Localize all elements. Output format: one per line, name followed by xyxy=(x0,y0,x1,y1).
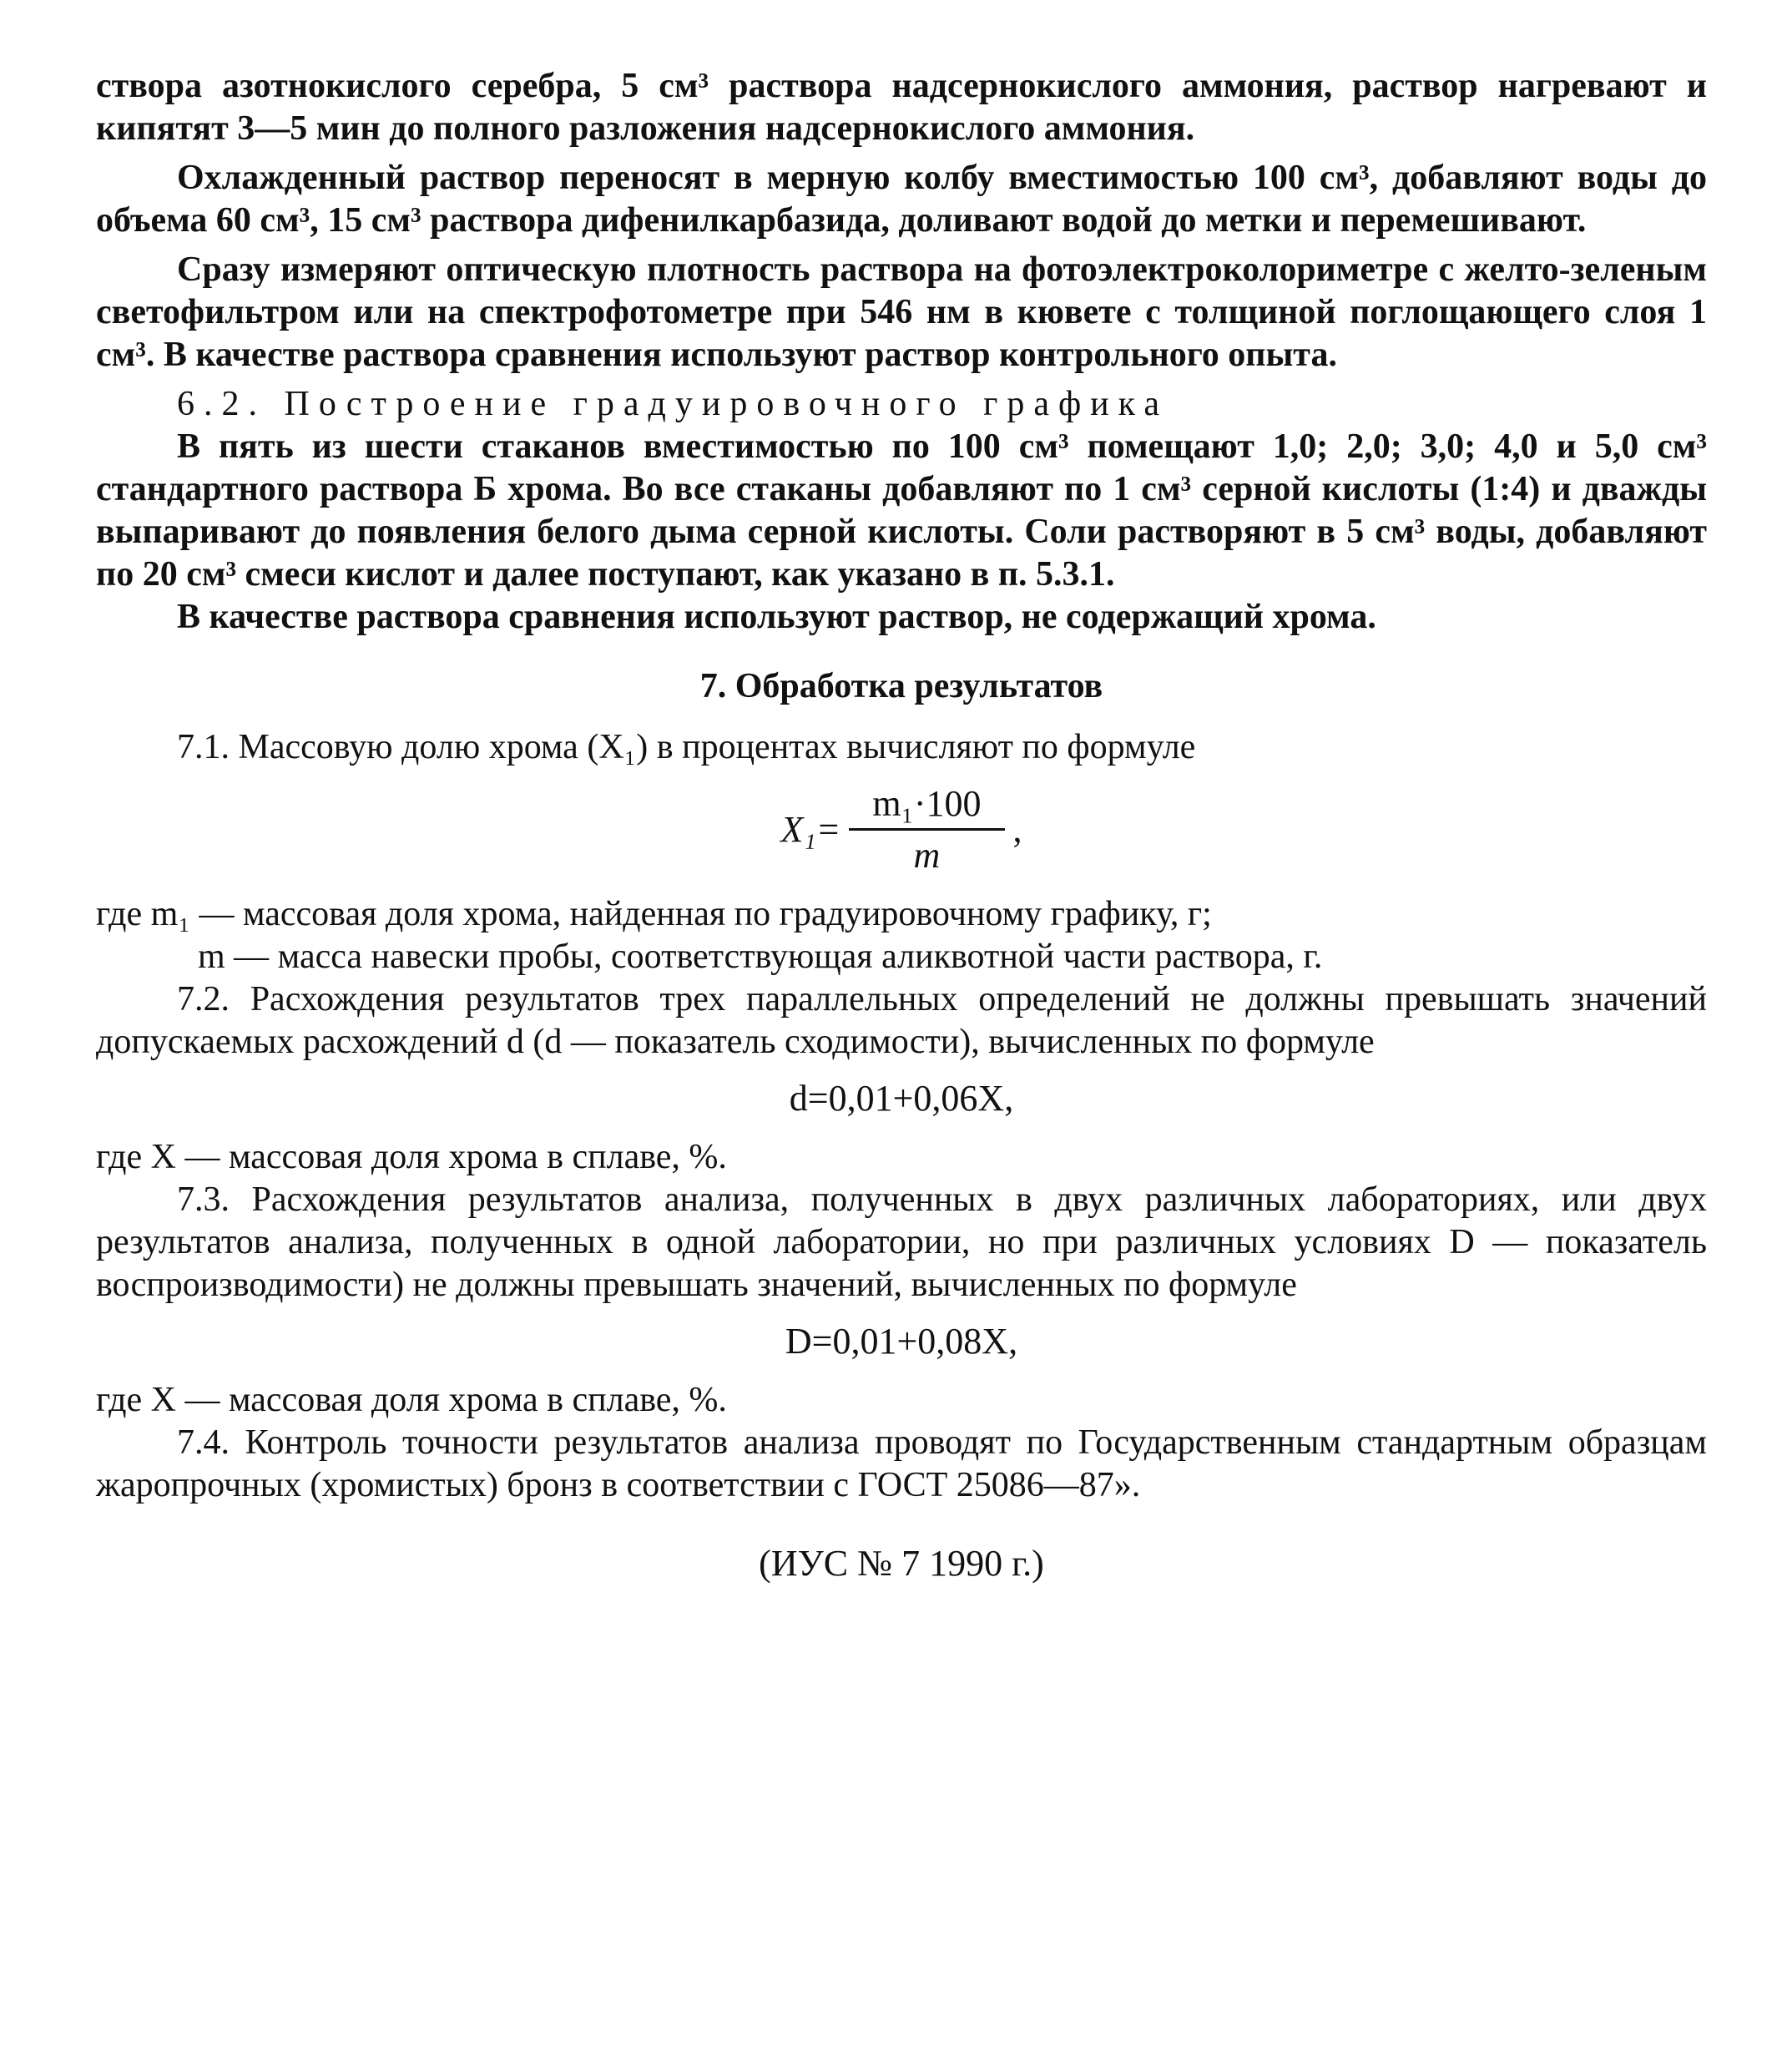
formula-x1-numerator: m₁·100 xyxy=(849,782,1004,831)
definition-m: m — масса навески пробы, соответствующая аликвотной части раствора, г. xyxy=(198,938,1323,976)
formula-x1-lhs: X₁= xyxy=(780,809,841,850)
paragraph-7-1: 7.1. Массовую долю хрома (X₁) в процентах вычисляют по формуле xyxy=(177,728,1196,766)
definition-m1: где m₁ — массовая доля хрома, найденная по градуировочному графику, г; xyxy=(96,895,1212,933)
paragraph-optical-density: Сразу измеряют оптическую плотность раствора на фотоэлектроколориметре с желто-зеленым светофильтром или на спектрофотометре при 546 нм в кювете с толщиной поглощающего слоя 1 см³. В качестве раствора сравнения используют раствор контрольного опыта. xyxy=(96,250,1707,374)
paragraph-7-4: 7.4. Контроль точности результатов анализа проводят по Государственным стандартным образцам жаропрочных (хромистых) бронз в соответствии с ГОСТ 25086—87». xyxy=(96,1423,1707,1504)
formula-d: d=0,01+0,06X, xyxy=(789,1078,1014,1119)
subsection-6-2-title: 6.2. Построение градуировочного графика xyxy=(177,385,1169,423)
formula-x1-comma: , xyxy=(1012,809,1022,850)
formula-x1-denominator: m xyxy=(913,835,941,876)
section-7-title: 7. Обработка результатов xyxy=(699,667,1103,705)
formula-D: D=0,01+0,08X, xyxy=(785,1321,1018,1362)
paragraph-cooled-solution: Охлажденный раствор переносят в мерную колбу вместимостью 100 см³, добавляют воды до объема 60 см³, 15 см³ раствора дифенилкарбазида, доливают водой до метки и перемешивают. xyxy=(96,159,1707,240)
formula-x1 xyxy=(96,782,1707,877)
footer-ius-note: (ИУС № 7 1990 г.) xyxy=(759,1543,1044,1584)
definition-x-1: где X — массовая доля хрома в сплаве, %. xyxy=(96,1138,727,1176)
paragraph-calibration: В пять из шести стаканов вместимостью по 100 см³ помещают 1,0; 2,0; 3,0; 4,0 и 5,0 см³ стандартного раствора Б хрома. Во все стаканы добавляют по 1 см³ серной кислоты (1:4) и дважды выпаривают до появления белого дыма серной кислоты. Соли растворяют в 5 см³ воды, добавляют по 20 см³ смеси кислот и далее поступают, как указано в п. 5.3.1. xyxy=(96,427,1707,594)
paragraph-reference-solution: В качестве раствора сравнения используют раствор, не содержащий хрома. xyxy=(177,598,1376,636)
paragraph-continuation: створа азотнокислого серебра, 5 см³ раствора надсернокислого аммония, раствор нагревают и кипятят 3—5 мин до полного разложения надсернокислого аммония. xyxy=(96,67,1707,148)
formula-x1-fraction xyxy=(849,782,1004,877)
paragraph-7-3: 7.3. Расхождения результатов анализа, полученных в двух различных лабораториях, или двух результатов анализа, полученных в одной лаборатории, но при различных условиях D — показатель воспроизводимости) не должны превышать значений, вычисленных по формуле xyxy=(96,1180,1707,1304)
definition-x-2: где X — массовая доля хрома в сплаве, %. xyxy=(96,1381,727,1419)
paragraph-7-2: 7.2. Расхождения результатов трех параллельных определений не должны превышать значений допускаемых расхождений d (d — показатель сходимости), вычисленных по формуле xyxy=(96,980,1707,1061)
document-page xyxy=(96,65,1707,1585)
